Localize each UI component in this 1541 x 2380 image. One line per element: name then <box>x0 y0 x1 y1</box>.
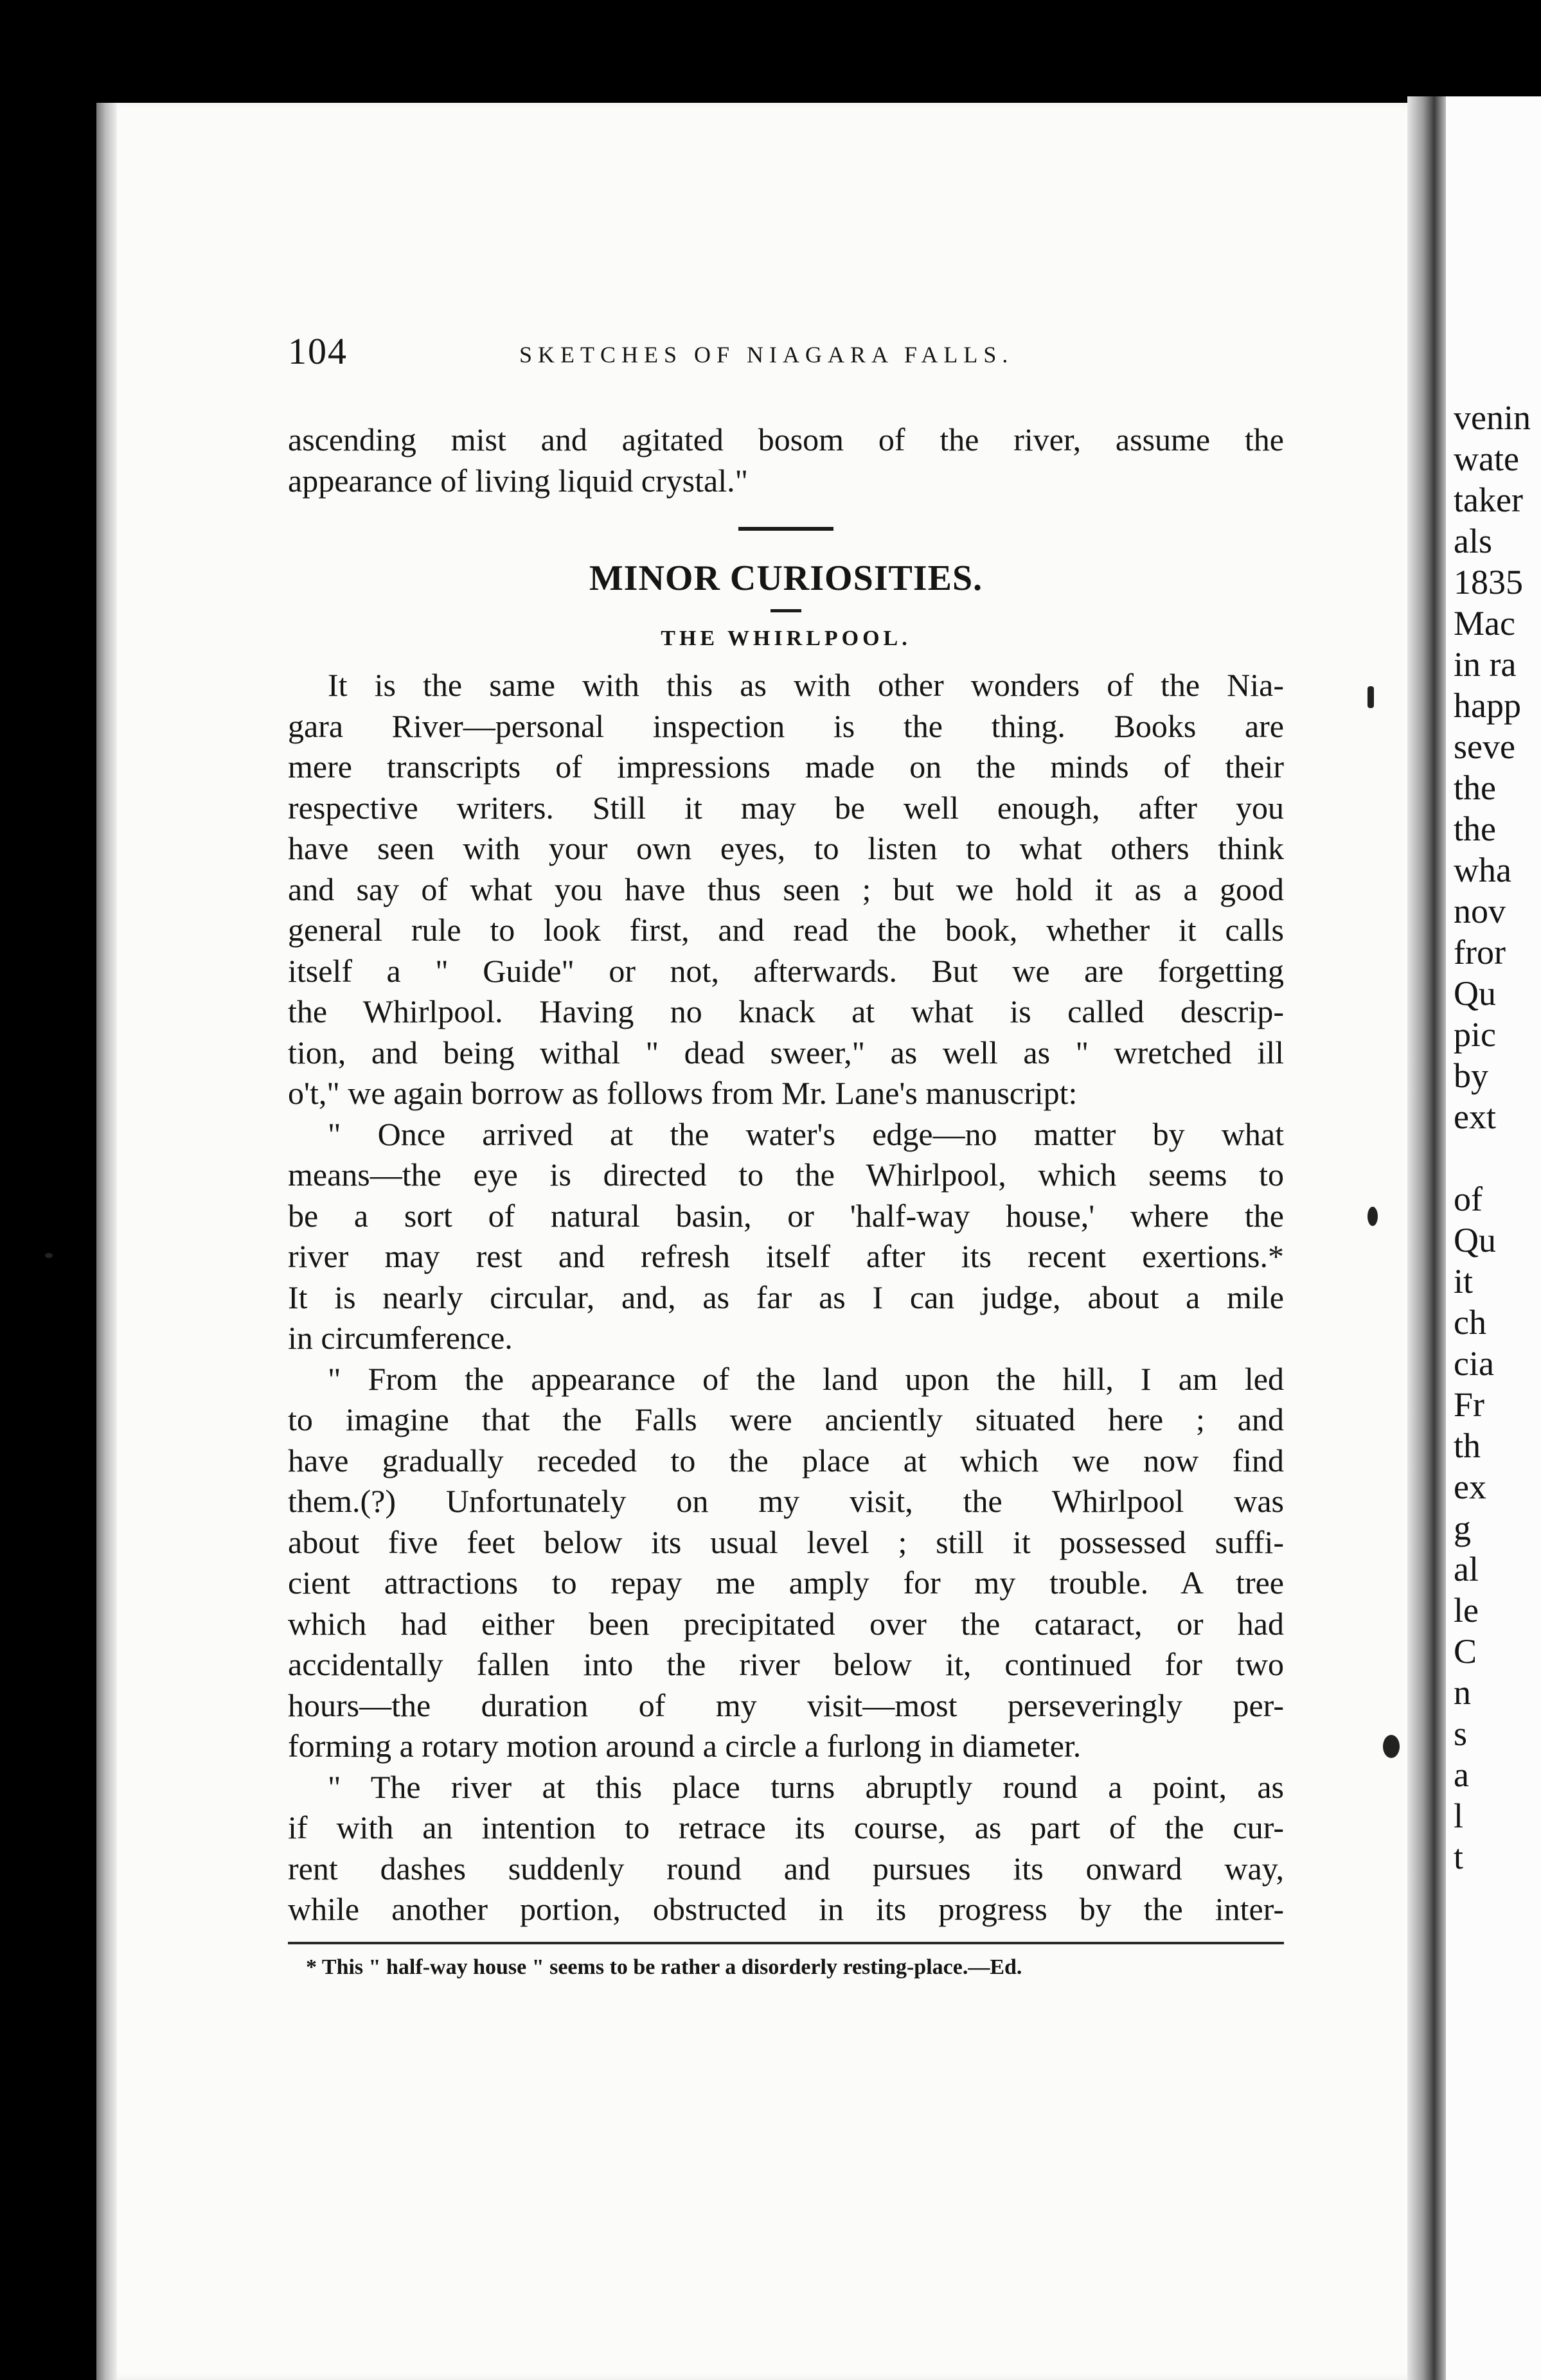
facing-page-line: pic <box>1454 1015 1496 1054</box>
text-line: forming a rotary motion around a circle a furlong in diameter. <box>288 1728 1082 1764</box>
facing-page-line: 1835 <box>1454 563 1523 601</box>
facing-page-line <box>1454 1137 1541 1178</box>
facing-page-line: of <box>1454 1180 1483 1218</box>
scan-speck <box>1383 1735 1400 1758</box>
facing-page-line: taker <box>1454 481 1523 519</box>
heading-dash <box>770 609 801 612</box>
facing-page-line: ex <box>1454 1468 1486 1506</box>
text-line: general rule to look first, and read the book, whether it calls <box>288 912 1284 948</box>
text-line: appearance of living liquid crystal." <box>288 462 748 499</box>
text-line: them.(?) Unfortunately on my visit, the Whirlpool was <box>288 1483 1284 1519</box>
facing-page-line: it <box>1454 1262 1474 1301</box>
text-line: " From the appearance of the land upon the hill, I am led <box>328 1360 1284 1397</box>
facing-page-line: als <box>1454 522 1492 560</box>
text-line: and say of what you have thus seen ; but we hold it as a good <box>288 871 1284 907</box>
facing-page-line: Mac <box>1454 604 1515 643</box>
text-line: ascending mist and agitated bosom of the river, assume the <box>288 422 1284 457</box>
footnote: * This " half-way house " seems to be rather a disorderly resting-place.—Ed. <box>306 1955 1022 1979</box>
facing-page-text <box>1454 397 1541 1878</box>
body-paragraphs <box>288 665 1284 1930</box>
facing-page-line: al <box>1454 1550 1479 1588</box>
text-line: about five feet below its usual level ; still it possessed suffi- <box>288 1523 1284 1560</box>
text-line: have seen with your own eyes, to listen to what others think <box>288 830 1284 866</box>
paragraph <box>288 665 1284 1114</box>
text-line: means—the eye is directed to the Whirlpool, which seems to <box>288 1157 1284 1193</box>
facing-page-line: C <box>1454 1632 1477 1671</box>
text-line: gara River—personal inspection is the thing. Books are <box>288 707 1284 744</box>
facing-page-line: seve <box>1454 727 1515 766</box>
text-line: if with an intention to retrace its course, as part of the cur- <box>288 1809 1284 1845</box>
paragraph <box>288 1114 1284 1359</box>
subsection-heading: THE WHIRLPOOL. <box>661 626 911 650</box>
scan-speck <box>1367 1207 1378 1226</box>
text-line: respective writers. Still it may be well enough, after you <box>288 789 1284 826</box>
text-line: the Whirlpool. Having no knack at what is called descrip- <box>288 993 1284 1029</box>
paragraph <box>288 1359 1284 1767</box>
facing-page-line: by <box>1454 1056 1488 1095</box>
text-line: while another portion, obstructed in its progress by the inter- <box>288 1891 1284 1927</box>
facing-page-line: ch <box>1454 1303 1486 1342</box>
paragraph <box>288 1767 1284 1930</box>
text-line: to imagine that the Falls were anciently situated here ; and <box>288 1401 1284 1437</box>
facing-page-line: wha <box>1454 851 1511 889</box>
facing-page-line: le <box>1454 1591 1479 1630</box>
text-line: have gradually receded to the place at which we now find <box>288 1442 1284 1479</box>
text-line: cient attractions to repay me amply for my trouble. A tree <box>288 1565 1284 1601</box>
text-line: " The river at this place turns abruptly round a point, as <box>328 1768 1284 1805</box>
facing-page-line: Fr <box>1454 1385 1485 1424</box>
section-divider-rule <box>738 527 833 531</box>
running-title: SKETCHES OF NIAGARA FALLS. <box>519 342 1014 368</box>
scan-speck <box>45 1253 53 1258</box>
page-text-block <box>288 324 1284 1983</box>
text-line: river may rest and refresh itself after its recent exertions.* <box>288 1238 1284 1274</box>
text-line: itself a " Guide" or not, afterwards. But we are forgetting <box>288 952 1284 989</box>
text-line: tion, and being withal " dead sweer," as well as " wretched ill <box>288 1034 1284 1070</box>
text-line: be a sort of natural basin, or 'half-way house,' where the <box>288 1197 1284 1234</box>
text-line: " Once arrived at the water's edge—no matter by what <box>328 1115 1284 1152</box>
text-line: mere transcripts of impressions made on the minds of their <box>288 749 1284 785</box>
text-line: in circumference. <box>288 1320 513 1356</box>
facing-page-line: in ra <box>1454 645 1517 684</box>
text-line: o't," we again borrow as follows from Mr. Lane's manuscript: <box>288 1075 1078 1111</box>
facing-page-line: the <box>1454 768 1496 807</box>
facing-page-line: Qu <box>1454 1221 1496 1259</box>
facing-page-line: t <box>1454 1838 1464 1876</box>
facing-page-line: Qu <box>1454 974 1496 1013</box>
scan-speck <box>1367 686 1374 708</box>
book-gutter <box>1407 96 1446 2380</box>
footnote-rule <box>288 1942 1284 1944</box>
facing-page-line: l <box>1454 1797 1464 1835</box>
running-head <box>288 324 1284 376</box>
text-line: hours—the duration of my visit—most perseveringly per- <box>288 1687 1284 1723</box>
text-line: which had either been precipitated over the cataract, or had <box>288 1605 1284 1642</box>
text-line: It is the same with this as with other wonders of the Nia- <box>328 667 1284 703</box>
section-heading: MINOR CURIOSITIES. <box>589 558 983 598</box>
facing-page-line: g <box>1454 1509 1471 1547</box>
facing-page-line: s <box>1454 1714 1468 1753</box>
text-line: accidentally fallen into the river below it, continued for two <box>288 1646 1284 1682</box>
facing-page-line: nov <box>1454 892 1506 930</box>
text-line: It is nearly circular, and, as far as I can judge, about a mile <box>288 1279 1284 1315</box>
facing-page-line: happ <box>1454 686 1521 725</box>
facing-page-line: the <box>1454 810 1496 848</box>
facing-page-line: fror <box>1454 933 1506 972</box>
facing-page-line: venin <box>1454 398 1531 437</box>
page-number: 104 <box>288 330 348 372</box>
facing-page-line: wate <box>1454 440 1519 478</box>
facing-page-line: ext <box>1454 1097 1496 1136</box>
facing-page-line: cia <box>1454 1344 1494 1383</box>
opening-paragraph <box>288 420 1284 501</box>
facing-page-line: a <box>1454 1755 1469 1794</box>
facing-page-line: th <box>1454 1426 1481 1465</box>
left-page-edge-shadow <box>96 103 117 2380</box>
text-line: rent dashes suddenly round and pursues its onward way, <box>288 1850 1284 1887</box>
facing-page-line: n <box>1454 1673 1471 1712</box>
